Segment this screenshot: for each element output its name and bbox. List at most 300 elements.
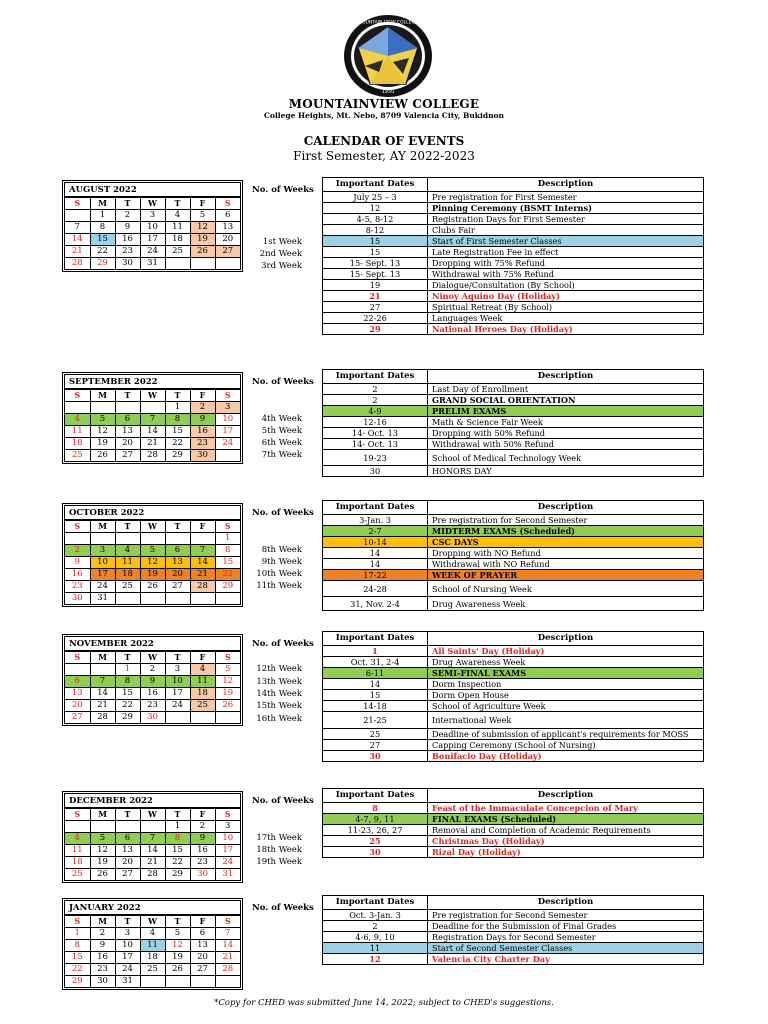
day-cell[interactable]: 7 (140, 414, 165, 426)
day-cell[interactable]: 3 (140, 210, 165, 222)
day-cell[interactable]: 28 (90, 712, 115, 724)
event-description: School of Agriculture Week (428, 701, 704, 712)
weekday-3: W (140, 390, 165, 402)
description-header: Description (428, 178, 704, 192)
day-cell[interactable]: 23 (140, 700, 165, 712)
event-description: All Saints' Day (Holiday) (428, 646, 704, 657)
day-cell[interactable]: 28 (65, 258, 90, 270)
day-cell[interactable]: 31 (140, 258, 165, 270)
day-cell[interactable]: 22 (165, 438, 190, 450)
day-cell[interactable]: 7 (90, 676, 115, 688)
day-cell[interactable]: 18 (165, 234, 190, 246)
description-header: Description (428, 501, 704, 515)
weekday-0: S (65, 652, 90, 664)
day-cell[interactable]: 21 (65, 246, 90, 258)
day-cell[interactable]: 28 (140, 450, 165, 462)
day-cell[interactable]: 13 (65, 688, 90, 700)
day-cell[interactable]: 14 (190, 557, 215, 569)
day-cell[interactable]: 29 (65, 976, 90, 988)
day-cell[interactable]: 3 (90, 545, 115, 557)
empty-cell (190, 533, 215, 545)
weekday-4: T (165, 916, 190, 928)
day-cell[interactable]: 15 (65, 952, 90, 964)
weekday-row (65, 521, 240, 533)
day-cell[interactable]: 18 (190, 688, 215, 700)
day-cell[interactable]: 12 (165, 940, 190, 952)
svg-text:1950: 1950 (381, 89, 395, 95)
event-date: 6-11 (323, 668, 428, 679)
event-description: Math & Science Fair Week (428, 417, 704, 428)
event-description: Ninoy Aquino Day (Holiday) (428, 291, 704, 302)
day-cell[interactable]: 1 (215, 533, 240, 545)
day-cell[interactable]: 22 (65, 964, 90, 976)
day-cell[interactable]: 14 (140, 426, 165, 438)
day-cell[interactable]: 20 (115, 857, 140, 869)
day-cell[interactable]: 22 (165, 857, 190, 869)
day-cell[interactable]: 16 (190, 845, 215, 857)
event-row (323, 729, 704, 740)
event-date: 15- Sept. 13 (323, 258, 428, 269)
day-cell[interactable]: 5 (90, 414, 115, 426)
day-cell[interactable]: 19 (165, 952, 190, 964)
day-cell[interactable]: 19 (190, 234, 215, 246)
event-description: Feast of the Immaculate Concepcion of Mary (428, 803, 704, 814)
day-cell[interactable]: 17 (90, 569, 115, 581)
event-date: 24-28 (323, 581, 428, 597)
month-grid (65, 651, 240, 723)
weekday-3: W (140, 198, 165, 210)
event-description: Removal and Completion of Academic Requirements (428, 825, 704, 836)
event-description: GRAND SOCIAL ORIENTATION (428, 395, 704, 406)
day-cell[interactable]: 9 (190, 833, 215, 845)
day-cell[interactable]: 21 (140, 857, 165, 869)
day-cell[interactable]: 4 (140, 928, 165, 940)
day-cell[interactable]: 10 (90, 557, 115, 569)
day-cell[interactable]: 22 (90, 246, 115, 258)
week-row (65, 593, 240, 605)
day-cell[interactable]: 22 (215, 569, 240, 581)
day-cell[interactable]: 11 (65, 845, 90, 857)
day-cell[interactable]: 5 (90, 833, 115, 845)
empty-cell (165, 258, 190, 270)
week-row (65, 450, 240, 462)
day-cell[interactable]: 7 (215, 928, 240, 940)
event-date: 31, Nov. 2-4 (323, 597, 428, 611)
day-cell[interactable]: 23 (90, 964, 115, 976)
day-cell[interactable]: 24 (165, 700, 190, 712)
day-cell[interactable]: 26 (90, 869, 115, 881)
day-cell[interactable]: 1 (65, 928, 90, 940)
day-cell[interactable]: 2 (140, 664, 165, 676)
day-cell[interactable]: 30 (190, 869, 215, 881)
day-cell[interactable]: 13 (115, 426, 140, 438)
weeks-header: No. of Weeks (252, 508, 314, 518)
day-cell[interactable]: 6 (215, 210, 240, 222)
weekday-2: T (115, 390, 140, 402)
day-cell[interactable]: 29 (165, 450, 190, 462)
day-cell[interactable]: 25 (65, 869, 90, 881)
day-cell[interactable]: 27 (190, 964, 215, 976)
day-cell[interactable]: 14 (140, 845, 165, 857)
event-row (323, 406, 704, 417)
day-cell[interactable]: 11 (190, 676, 215, 688)
day-cell[interactable]: 30 (65, 593, 90, 605)
day-cell[interactable]: 7 (190, 545, 215, 557)
day-cell[interactable]: 29 (115, 712, 140, 724)
day-cell[interactable]: 8 (115, 676, 140, 688)
day-cell[interactable]: 24 (215, 438, 240, 450)
week-row (65, 533, 240, 545)
day-cell[interactable]: 27 (165, 581, 190, 593)
day-cell[interactable]: 8 (65, 940, 90, 952)
day-cell[interactable]: 21 (140, 438, 165, 450)
day-cell[interactable]: 30 (190, 450, 215, 462)
event-date: Oct. 31, 2-4 (323, 657, 428, 668)
event-description: Pinning Ceremony (BSMT Interns) (428, 203, 704, 214)
empty-cell (165, 976, 190, 988)
day-cell[interactable]: 24 (115, 964, 140, 976)
dates-header: Important Dates (323, 501, 428, 515)
day-cell[interactable]: 27 (215, 246, 240, 258)
week-label: 12th Week (256, 664, 302, 674)
event-date: 14- Oct. 13 (323, 428, 428, 439)
empty-cell (90, 664, 115, 676)
day-cell[interactable]: 3 (115, 928, 140, 940)
day-cell[interactable]: 28 (140, 869, 165, 881)
day-cell[interactable]: 20 (115, 438, 140, 450)
day-cell[interactable]: 17 (140, 234, 165, 246)
day-cell[interactable]: 19 (215, 688, 240, 700)
day-cell[interactable]: 6 (115, 414, 140, 426)
event-date: 2 (323, 384, 428, 395)
event-row (323, 526, 704, 537)
day-cell[interactable]: 12 (90, 426, 115, 438)
event-description: FINAL EXAMS (Scheduled) (428, 814, 704, 825)
day-cell[interactable]: 12 (90, 845, 115, 857)
day-cell[interactable]: 20 (215, 234, 240, 246)
day-cell[interactable]: 26 (165, 964, 190, 976)
day-cell[interactable]: 21 (215, 952, 240, 964)
weekday-3: W (140, 652, 165, 664)
day-cell[interactable]: 14 (65, 234, 90, 246)
day-cell[interactable]: 30 (115, 258, 140, 270)
day-cell[interactable]: 2 (65, 545, 90, 557)
event-row (323, 466, 704, 477)
day-cell[interactable]: 17 (215, 845, 240, 857)
event-row (323, 548, 704, 559)
month-calendar (64, 374, 241, 462)
day-cell[interactable]: 28 (190, 581, 215, 593)
weekday-2: T (115, 652, 140, 664)
day-cell[interactable]: 25 (190, 700, 215, 712)
week-row (65, 246, 240, 258)
day-cell[interactable]: 13 (215, 222, 240, 234)
day-cell[interactable]: 30 (90, 976, 115, 988)
day-cell[interactable]: 13 (115, 845, 140, 857)
day-cell[interactable]: 19 (140, 569, 165, 581)
day-cell[interactable]: 14 (215, 940, 240, 952)
day-cell[interactable]: 5 (165, 928, 190, 940)
empty-cell (115, 533, 140, 545)
weekday-6: S (215, 916, 240, 928)
day-cell[interactable]: 9 (140, 676, 165, 688)
month-grid (65, 808, 240, 880)
event-date: 15- Sept. 13 (323, 269, 428, 280)
day-cell[interactable]: 3 (215, 402, 240, 414)
event-description: Rizal Day (Holiday) (428, 847, 704, 858)
day-cell[interactable]: 16 (65, 569, 90, 581)
day-cell[interactable]: 19 (90, 857, 115, 869)
event-date: 15 (323, 690, 428, 701)
weekday-4: T (165, 521, 190, 533)
event-row (323, 225, 704, 236)
day-cell[interactable]: 8 (165, 414, 190, 426)
event-description: Spiritual Retreat (By School) (428, 302, 704, 313)
day-cell[interactable]: 9 (65, 557, 90, 569)
day-cell[interactable]: 4 (115, 545, 140, 557)
day-cell[interactable]: 17 (165, 688, 190, 700)
weekday-1: M (90, 521, 115, 533)
event-description: MIDTERM EXAMS (Scheduled) (428, 526, 704, 537)
event-description: Drug Awareness Week (428, 597, 704, 611)
day-cell[interactable]: 15 (115, 688, 140, 700)
day-cell[interactable]: 20 (190, 952, 215, 964)
event-date: 11-23, 26, 27 (323, 825, 428, 836)
day-cell[interactable]: 1 (165, 402, 190, 414)
day-cell[interactable]: 15 (215, 557, 240, 569)
weeks-header: No. of Weeks (252, 796, 314, 806)
events-header-row (323, 370, 704, 384)
day-cell[interactable]: 29 (165, 869, 190, 881)
day-cell[interactable]: 24 (215, 857, 240, 869)
event-description: Drug Awareness Week (428, 657, 704, 668)
event-date: 10-14 (323, 537, 428, 548)
week-row (65, 700, 240, 712)
event-date: 14- Oct. 13 (323, 439, 428, 450)
event-row (323, 214, 704, 225)
weekday-2: T (115, 521, 140, 533)
event-description: Deadline for the Submission of Final Grades (428, 921, 704, 932)
day-cell[interactable]: 11 (115, 557, 140, 569)
event-row (323, 910, 704, 921)
day-cell[interactable]: 16 (190, 426, 215, 438)
week-row (65, 821, 240, 833)
weekday-5: F (190, 390, 215, 402)
event-date: Oct. 3-Jan. 3 (323, 910, 428, 921)
day-cell[interactable]: 19 (90, 438, 115, 450)
day-cell[interactable]: 21 (90, 700, 115, 712)
day-cell[interactable]: 27 (115, 450, 140, 462)
day-cell[interactable]: 5 (215, 664, 240, 676)
week-row (65, 210, 240, 222)
day-cell[interactable]: 25 (115, 581, 140, 593)
event-date: 30 (323, 466, 428, 477)
day-cell[interactable]: 20 (65, 700, 90, 712)
event-date: 19-23 (323, 450, 428, 466)
day-cell[interactable]: 17 (115, 952, 140, 964)
day-cell[interactable]: 7 (65, 222, 90, 234)
day-cell[interactable]: 24 (90, 581, 115, 593)
day-cell[interactable]: 2 (190, 402, 215, 414)
day-cell[interactable]: 4 (190, 664, 215, 676)
event-description: School of Nursing Week (428, 581, 704, 597)
weekday-5: F (190, 652, 215, 664)
empty-cell (140, 821, 165, 833)
day-cell[interactable]: 29 (90, 258, 115, 270)
day-cell[interactable]: 1 (115, 664, 140, 676)
event-row (323, 417, 704, 428)
day-cell[interactable]: 24 (140, 246, 165, 258)
day-cell[interactable]: 5 (190, 210, 215, 222)
event-description: Registration Days for First Semester (428, 214, 704, 225)
day-cell[interactable]: 11 (65, 426, 90, 438)
event-description: Dropping with 75% Refund (428, 258, 704, 269)
event-row (323, 932, 704, 943)
event-row (323, 814, 704, 825)
week-row (65, 402, 240, 414)
event-description: Capping Ceremony (School of Nursing) (428, 740, 704, 751)
day-cell[interactable]: 3 (215, 821, 240, 833)
day-cell[interactable]: 23 (190, 438, 215, 450)
day-cell[interactable]: 25 (140, 964, 165, 976)
day-cell[interactable]: 18 (115, 569, 140, 581)
day-cell[interactable]: 6 (190, 928, 215, 940)
event-description: Start of Second Semester Classes (428, 943, 704, 954)
weekday-1: M (90, 916, 115, 928)
day-cell[interactable]: 1 (90, 210, 115, 222)
day-cell[interactable]: 15 (165, 845, 190, 857)
event-date: 19 (323, 280, 428, 291)
day-cell[interactable]: 28 (215, 964, 240, 976)
day-cell[interactable]: 4 (65, 833, 90, 845)
day-cell[interactable]: 13 (165, 557, 190, 569)
day-cell[interactable]: 12 (215, 676, 240, 688)
day-cell[interactable]: 10 (140, 222, 165, 234)
day-cell[interactable]: 4 (165, 210, 190, 222)
week-row (65, 712, 240, 724)
day-cell[interactable]: 21 (190, 569, 215, 581)
weekday-row (65, 390, 240, 402)
day-cell[interactable]: 26 (140, 581, 165, 593)
event-row (323, 943, 704, 954)
day-cell[interactable]: 27 (115, 869, 140, 881)
week-row (65, 976, 240, 988)
day-cell[interactable]: 16 (115, 234, 140, 246)
day-cell[interactable]: 3 (165, 664, 190, 676)
day-cell[interactable]: 8 (215, 545, 240, 557)
day-cell[interactable]: 31 (215, 869, 240, 881)
day-cell[interactable]: 9 (190, 414, 215, 426)
day-cell[interactable]: 2 (90, 928, 115, 940)
day-cell[interactable]: 8 (165, 833, 190, 845)
week-row (65, 869, 240, 881)
day-cell[interactable]: 18 (65, 857, 90, 869)
weekday-6: S (215, 809, 240, 821)
day-cell[interactable]: 23 (65, 581, 90, 593)
day-cell[interactable]: 18 (65, 438, 90, 450)
day-cell[interactable]: 1 (165, 821, 190, 833)
event-date: 12-16 (323, 417, 428, 428)
day-cell[interactable]: 20 (165, 569, 190, 581)
week-label: 15th Week (256, 701, 302, 711)
day-cell[interactable]: 30 (140, 712, 165, 724)
college-address: College Heights, Mt. Nebo, 8709 Valencia City, Bukidnon (263, 111, 505, 120)
weekday-3: W (140, 809, 165, 821)
day-cell[interactable]: 7 (140, 833, 165, 845)
day-cell[interactable]: 16 (90, 952, 115, 964)
day-cell[interactable]: 13 (190, 940, 215, 952)
event-row (323, 439, 704, 450)
day-cell[interactable]: 16 (140, 688, 165, 700)
day-cell[interactable]: 26 (190, 246, 215, 258)
day-cell[interactable]: 10 (115, 940, 140, 952)
day-cell[interactable]: 26 (90, 450, 115, 462)
day-cell[interactable]: 26 (215, 700, 240, 712)
day-cell[interactable]: 17 (215, 426, 240, 438)
day-cell[interactable]: 12 (140, 557, 165, 569)
event-row (323, 313, 704, 324)
day-cell[interactable]: 2 (115, 210, 140, 222)
day-cell[interactable]: 6 (65, 676, 90, 688)
day-cell[interactable]: 6 (115, 833, 140, 845)
day-cell[interactable]: 8 (90, 222, 115, 234)
event-date: 8 (323, 803, 428, 814)
event-description: Valencia City Charter Day (428, 954, 704, 965)
day-cell[interactable]: 5 (140, 545, 165, 557)
event-row (323, 679, 704, 690)
day-cell[interactable]: 9 (90, 940, 115, 952)
month-name: AUGUST 2022 (65, 183, 240, 197)
day-cell[interactable]: 10 (165, 676, 190, 688)
day-cell[interactable]: 25 (165, 246, 190, 258)
weekday-4: T (165, 390, 190, 402)
empty-cell (140, 593, 165, 605)
day-cell[interactable]: 23 (115, 246, 140, 258)
event-row (323, 751, 704, 762)
event-row (323, 247, 704, 258)
day-cell[interactable]: 11 (165, 222, 190, 234)
day-cell[interactable]: 29 (215, 581, 240, 593)
empty-cell (115, 402, 140, 414)
day-cell[interactable]: 11 (140, 940, 165, 952)
day-cell[interactable]: 23 (190, 857, 215, 869)
events-header-row (323, 632, 704, 646)
day-cell[interactable]: 15 (90, 234, 115, 246)
day-cell[interactable]: 10 (215, 833, 240, 845)
day-cell[interactable]: 25 (65, 450, 90, 462)
day-cell[interactable]: 9 (115, 222, 140, 234)
day-cell[interactable]: 31 (115, 976, 140, 988)
day-cell[interactable]: 18 (140, 952, 165, 964)
event-date: July 25 – 3 (323, 192, 428, 203)
day-cell[interactable]: 31 (90, 593, 115, 605)
day-cell[interactable]: 14 (90, 688, 115, 700)
event-row (323, 537, 704, 548)
day-cell[interactable]: 6 (165, 545, 190, 557)
day-cell[interactable]: 12 (190, 222, 215, 234)
event-row (323, 954, 704, 965)
day-cell[interactable]: 22 (115, 700, 140, 712)
day-cell[interactable]: 27 (65, 712, 90, 724)
week-row (65, 426, 240, 438)
event-row (323, 291, 704, 302)
day-cell[interactable]: 10 (215, 414, 240, 426)
day-cell[interactable]: 4 (65, 414, 90, 426)
day-cell[interactable]: 15 (165, 426, 190, 438)
day-cell[interactable]: 2 (190, 821, 215, 833)
event-row (323, 646, 704, 657)
empty-cell (140, 533, 165, 545)
